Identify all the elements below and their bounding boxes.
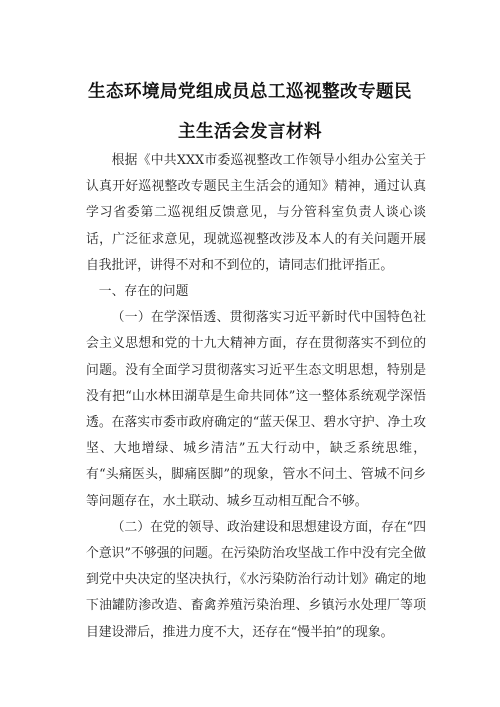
document-body bbox=[86, 148, 426, 646]
body-paragraph-2: （二）在党的领导、政治建设和思想建设方面，存在“四个意识”不够强的问题。在污染防治攻坚战工作中没有完全做到党中央决定的坚决执行，《水污染防治行动计划》确定的地下油罐防渗改造、畜禽养殖污染治理、乡镇污水处理厂等项目建设滞后，推进力度不大，还存在“慢半拍”的现象。 bbox=[86, 519, 426, 640]
document-title-line-2: 主生活会发言材料 bbox=[178, 122, 322, 142]
document-title-line-1: 生态环境局党组成员总工巡视整改专题民 bbox=[88, 82, 412, 102]
body-paragraph-1: （一）在学深悟透、贯彻落实习近平新时代中国特色社会主义思想和党的十九大精神方面，存在贯彻落实不到位的问题。没有全面学习贯彻落实习近平生态文明思想，特别是没有把“山水林田湖草是生命共同体”这一整体系统观学深悟透。在落实市委市政府确定的“蓝天保卫、碧水守护、净土攻坚、大地增绿、城乡清洁”五大行动中，缺乏系统思维，有“头痛医头，脚痛医脚”的现象，管水不问土、管城不问乡等问题存在，水土联动、城乡互动相互配合不够。 bbox=[86, 310, 426, 509]
section-heading-problems: 一、存在的问题 bbox=[98, 284, 189, 300]
intro-paragraph: 根据《中共XXX市委巡视整改工作领导小组办公室关于认真开好巡视整改专题民主生活会的通知》精神，通过认真学习省委第二巡视组反馈意见，与分管科室负责人谈心谈话，广泛征求意见，现就巡视整改涉及本人的有关问题开展自我批评，讲得不对和不到位的，请同志们批评指正。 bbox=[86, 153, 426, 273]
